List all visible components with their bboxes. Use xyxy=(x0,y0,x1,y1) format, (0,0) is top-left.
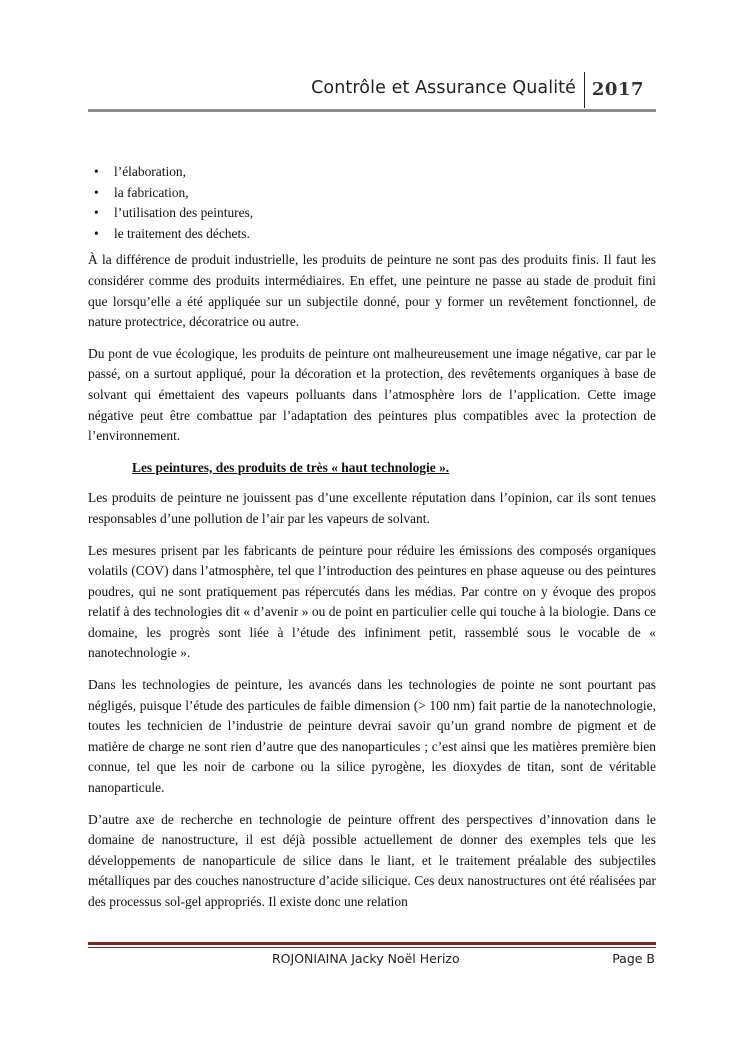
page-body xyxy=(88,162,656,924)
section-heading: Les peintures, des produits de très « haut technologie ». xyxy=(132,459,450,475)
paragraph-reputation: Les produits de peinture ne jouissent pas d’une excellente réputation dans l’opinion, car ils sont tenues responsables d’une pollution de l’air par les vapeurs de solvant. xyxy=(88,490,656,526)
bullet-icon: • xyxy=(94,225,99,241)
bullet-icon: • xyxy=(94,184,99,200)
header-year: 2017 xyxy=(591,79,644,100)
paragraph-nanoparticles: Dans les technologies de peinture, les avancés dans les technologies de pointe ne sont pourtant pas négligés, puisque l’étude des particules de faible dimension (> 100 nm) fait partie de la nanotechnologie, toutes les technicien de l’industrie de peinture devrai savoir qu’un grand nombre de pigment et de matière de charge ne sont rien d’autre que des nanoparticules ; c’est ainsi que les matières première bien connue, tel que les noir de carbone ou la silice pyrogène, les dioxydes de titan, sont de véritable nanoparticule. xyxy=(88,677,656,796)
page-number: Page B xyxy=(612,951,655,966)
paragraph-voc-measures: Les mesures prisent par les fabricants de peinture pour réduire les émissions des composés organiques volatils (COV) dans l’atmosphère, tel que l’introduction des peintures en phase aqueuse ou des peintures poudres, qui ne sont pratiquement pas répercutés dans les médias. Par contre on y évoque des propos relatif à des technologies dit « d’avenir » ou de point en particulier celle qui touche à la biologie. Dans ce domaine, les progrès sont liée à l’étude des infiniment petit, rassemblé sous le vocable de « nanotechnologie ». xyxy=(88,542,656,661)
list-item xyxy=(88,183,656,204)
bullet-icon: • xyxy=(94,164,99,179)
paragraph-ecology: Du pont de vue écologique, les produits de peinture ont malheureusement une image négative, car par le passé, on a surtout appliqué, pour la décoration et la protection, des revêtements organiques à base de solvant qui émettaient des vapeurs polluants dans l’atmosphère lors de l’application. Cette image négative peut être combattue par l’adaptation des peintures plus compatibles avec la protection de l’environnement. xyxy=(88,345,656,444)
header-rule xyxy=(88,109,656,112)
list-item xyxy=(88,203,656,224)
page-header xyxy=(88,72,656,110)
paragraph-nanostructures: D’autre axe de recherche en technologie de peinture offrent des perspectives d’innovation dans le domaine de nanostructure, il est déjà possible actuellement de donner des exemples tels que les développements de nanoparticule de silice dans le liant, et le traitement préalable des subjectiles métalliques par des couches nanostructure d’acide silicique. Ces deux nanostructures ont été réalisées par des processus sol-gel appropriés. Il existe donc une relation xyxy=(88,811,656,909)
bullet-list xyxy=(88,162,656,244)
footer-rule-thin xyxy=(88,947,656,948)
bullet-icon: • xyxy=(94,205,99,221)
list-item-text: l’utilisation des peintures, xyxy=(114,205,254,221)
header-divider xyxy=(584,72,585,108)
list-item-text: l’élaboration, xyxy=(114,164,187,179)
paragraph-intermediate-products: À la différence de produit industrielle, les produits de peinture ne sont pas des produits finis. Il faut les considérer comme des produits intermédiaires. En effet, une peinture ne passe au stade de produit fini que lorsqu’elle a été appliquée sur un subjectile donné, pour y former un revêtement fonctionnel, de nature protectrice, décoratrice ou autre. xyxy=(88,252,656,330)
list-item xyxy=(88,162,656,183)
footer-author: ROJONIAINA Jacky Noël Herizo xyxy=(272,951,460,966)
list-item xyxy=(88,224,656,245)
list-item-text: le traitement des déchets. xyxy=(114,225,250,241)
footer-rule-thick xyxy=(88,942,656,945)
list-item-text: la fabrication, xyxy=(114,184,189,200)
header-title: Contrôle et Assurance Qualité xyxy=(311,78,576,98)
